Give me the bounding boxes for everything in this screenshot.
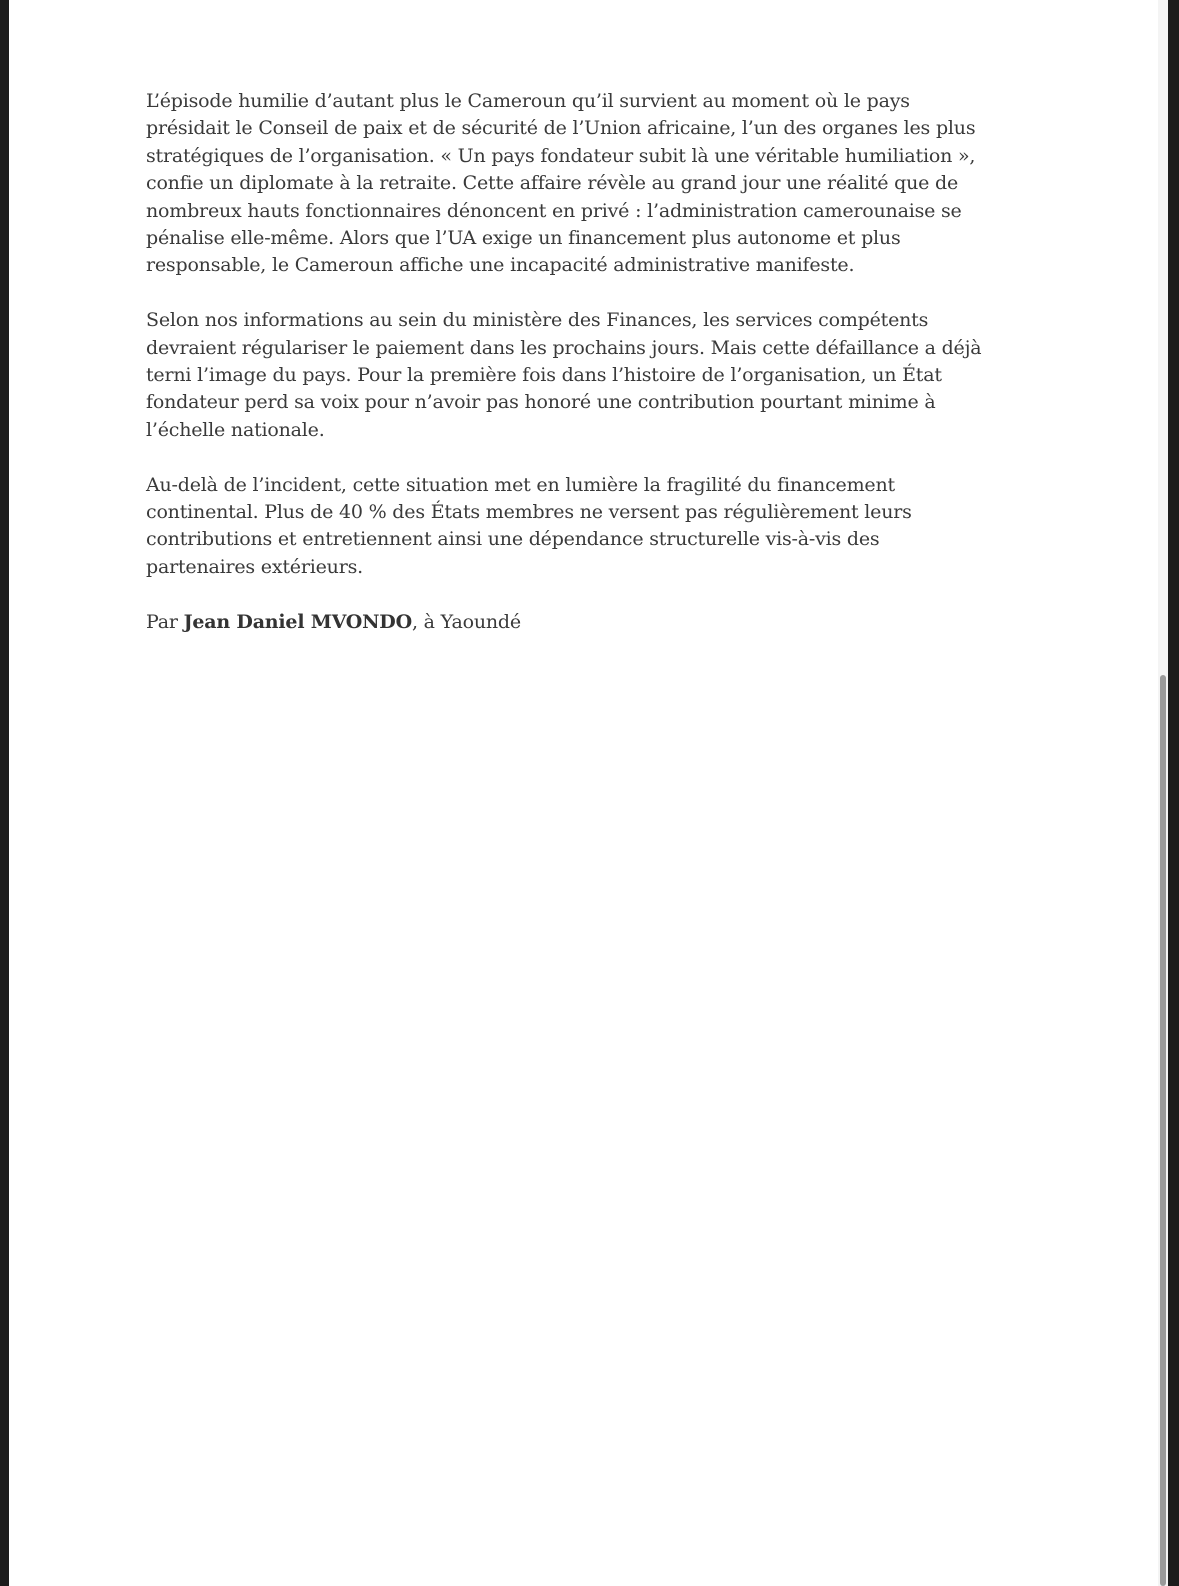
text-line: continental. Plus de 40 % des États membres ne versent pas régulièrement leurs xyxy=(146,501,912,524)
scrollbar-thumb[interactable] xyxy=(1160,675,1166,1586)
paragraph-1 xyxy=(146,88,1036,280)
text-line: l’échelle nationale. xyxy=(146,418,325,441)
text-line: responsable, le Cameroun affiche une incapacité administrative manifeste. xyxy=(146,254,855,277)
text-line: terni l’image du pays. Pour la première fois dans l’histoire de l’organisation, un État xyxy=(146,364,942,387)
text-line: stratégiques de l’organisation. « Un pays fondateur subit là une véritable humiliation », xyxy=(146,144,976,167)
byline-location: , à Yaoundé xyxy=(411,610,521,633)
text-line: Au-delà de l’incident, cette situation met en lumière la fragilité du financement xyxy=(146,473,895,496)
byline-prefix: Par xyxy=(146,610,184,633)
window-right-edge xyxy=(1168,0,1179,1586)
text-line: L’épisode humilie d’autant plus le Cameroun qu’il survient au moment où le pays xyxy=(146,90,910,112)
paragraph-2 xyxy=(146,307,1036,444)
text-line: Selon nos informations au sein du ministère des Finances, les services compétents xyxy=(146,309,929,332)
window-left-edge xyxy=(0,0,9,1586)
text-line: confie un diplomate à la retraite. Cette affaire révèle au grand jour une réalité que de xyxy=(146,172,959,195)
text-line: présidait le Conseil de paix et de sécurité de l’Union africaine, l’un des organes les plus xyxy=(146,117,976,140)
text-line: pénalise elle-même. Alors que l’UA exige un financement plus autonome et plus xyxy=(146,227,901,250)
text-line: nombreux hauts fonctionnaires dénoncent en privé : l’administration camerounaise se xyxy=(146,199,962,222)
text-line: fondateur perd sa voix pour n’avoir pas honoré une contribution pourtant minime à xyxy=(146,391,936,414)
paragraph-3 xyxy=(146,472,1036,582)
text-line: devraient régulariser le paiement dans les prochains jours. Mais cette défaillance a déjà xyxy=(146,336,982,359)
byline-author: Jean Daniel MVONDO xyxy=(183,610,412,633)
text-line: partenaires extérieurs. xyxy=(146,555,363,578)
byline xyxy=(146,609,1036,636)
text-line: contributions et entretiennent ainsi une dépendance structurelle vis-à-vis des xyxy=(146,528,880,551)
document-page xyxy=(9,0,1148,1586)
article-body xyxy=(146,88,1036,663)
